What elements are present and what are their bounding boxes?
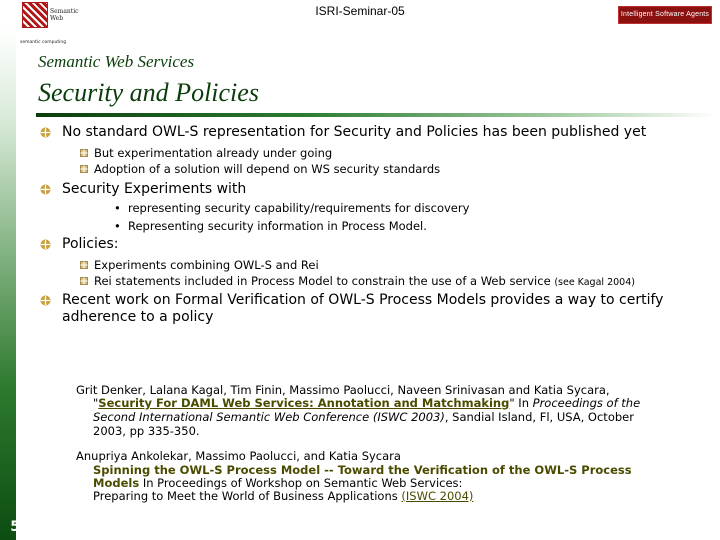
reference-authors: Grit Denker, Lalana Kagal, Tim Finin, Massimo Paolucci, Naveen Srinivasan and Katia Sycara, xyxy=(76,383,610,397)
intelligent-agents-logo: Intelligent Software Agents xyxy=(618,6,712,24)
logo-tagline: semantic computing xyxy=(20,40,67,45)
left-gradient-bar xyxy=(0,28,16,540)
reference-proceedings: Proceedings of the xyxy=(532,396,641,410)
bullet-text: Security Experiments with xyxy=(62,181,247,197)
slide-subtitle: Semantic Web Services xyxy=(38,52,195,71)
header-title: ISRI-Seminar-05 xyxy=(315,4,405,18)
bullet-text: adherence to a policy xyxy=(62,309,214,325)
reference-link[interactable]: (ISWC 2004) xyxy=(401,489,474,503)
sub-bullet-icon xyxy=(80,149,88,157)
dot-bullet-text: representing security capability/requirements for discovery xyxy=(128,201,470,215)
reference-line: Second International Semantic Web Conference (ISWC 2003), Sandial Island, Fl, USA, October xyxy=(93,410,634,424)
sub-bullet-icon xyxy=(80,261,88,269)
logo-text: Semantic Web xyxy=(50,8,79,22)
sub-bullet-text: Rei statements included in Process Model to constrain the use of a Web service (see Kagal 2004) xyxy=(94,274,635,288)
bullet-text: Policies: xyxy=(62,236,119,252)
sub-bullet-text: But experimentation already under going xyxy=(94,146,333,160)
dot-bullet-text: Representing security information in Process Model. xyxy=(128,219,427,233)
title-underline xyxy=(36,113,716,117)
dot-bullet-icon: • xyxy=(114,201,121,215)
reference-line: Models In Proceedings of Workshop on Semantic Web Services: xyxy=(93,476,463,490)
bullet-diamond-icon xyxy=(40,295,51,306)
page-number: 57 xyxy=(10,519,30,535)
citation-note: (see Kagal 2004) xyxy=(554,277,635,288)
slide-title: Security and Policies xyxy=(38,78,259,107)
bullet-text: No standard OWL-S representation for Security and Policies has been published yet xyxy=(62,124,647,140)
dot-bullet-icon: • xyxy=(114,219,121,233)
bullet-text: Recent work on Formal Verification of OWL-S Process Models provides a way to certify xyxy=(62,292,664,308)
reference-link[interactable]: Security For DAML Web Services: Annotation and Matchmaking xyxy=(98,396,510,410)
sub-bullet-text: Adoption of a solution will depend on WS security standards xyxy=(94,162,441,176)
reference-title: Spinning the OWL-S Process Model -- Toward the Verification of the OWL-S Process xyxy=(93,463,632,477)
reference-proceedings: Second International Semantic Web Conference (ISWC 2003) xyxy=(93,410,445,424)
bullet-diamond-icon xyxy=(40,184,51,195)
reference-line: 2003, pp 335-350. xyxy=(93,424,200,438)
reference-line: Preparing to Meet the World of Business Applications (ISWC 2004) xyxy=(93,489,474,503)
sub-bullet-icon xyxy=(80,277,88,285)
sub-bullet-text: Experiments combining OWL-S and Rei xyxy=(94,258,319,272)
reference-authors: Anupriya Ankolekar, Massimo Paolucci, and Katia Sycara xyxy=(76,449,401,463)
bullet-diamond-icon xyxy=(40,239,51,250)
reference-line: "Security For DAML Web Services: Annotation and Matchmaking" In Proceedings of the xyxy=(93,396,641,410)
bullet-diamond-icon xyxy=(40,127,51,138)
sub-bullet-icon xyxy=(80,165,88,173)
